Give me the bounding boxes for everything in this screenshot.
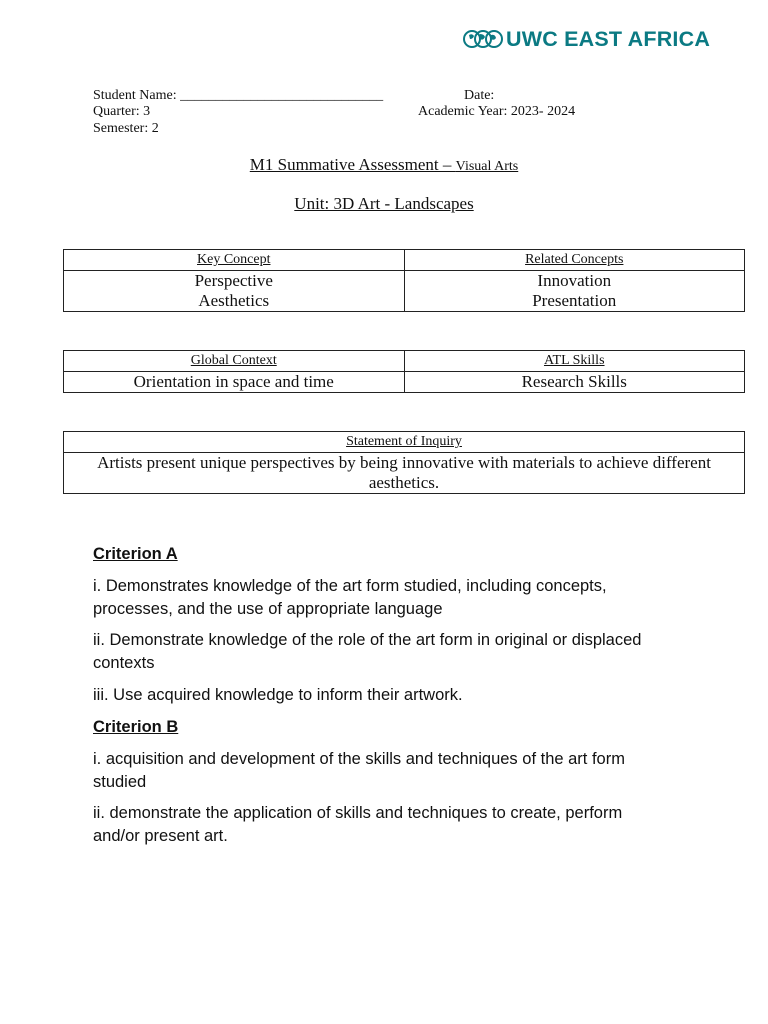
school-logo — [463, 26, 710, 52]
concepts-table — [63, 249, 745, 312]
criterion-a-item-2: ii. Demonstrate knowledge of the role of the art form in original or displaced contexts — [93, 631, 642, 672]
statement-of-inquiry-value: Artists present unique perspectives by being innovative with materials to achieve different aesthetics. — [64, 453, 745, 494]
date-field: Date: — [464, 88, 495, 103]
criterion-a-heading: Criterion A — [93, 545, 178, 563]
key-concept-2: Aesthetics — [198, 291, 270, 310]
student-name-field: Student Name: _____________________________ — [93, 88, 384, 103]
criterion-b-item-2: ii. demonstrate the application of skills and techniques to create, perform and/or present art. — [93, 804, 623, 845]
related-concepts-header: Related Concepts — [404, 250, 745, 271]
criterion-b-item-1: i. acquisition and development of the skills and techniques of the art form studied — [93, 750, 625, 791]
unit-title: Unit: 3D Art - Landscapes — [294, 194, 474, 213]
key-concept-header: Key Concept — [64, 250, 405, 271]
criterion-a-item-3: iii. Use acquired knowledge to inform their artwork. — [93, 686, 463, 704]
academic-year-field: Academic Year: 2023- 2024 — [418, 104, 576, 119]
semester-field: Semester: 2 — [93, 121, 159, 136]
key-concepts-cell — [64, 271, 405, 312]
criterion-b-heading: Criterion B — [93, 718, 179, 736]
related-concepts-cell — [404, 271, 745, 312]
logo-text: UWC EAST AFRICA — [506, 26, 711, 51]
global-context-header: Global Context — [64, 351, 405, 372]
context-table — [63, 350, 745, 393]
global-context-value: Orientation in space and time — [64, 372, 405, 393]
criterion-a-item-1: i. Demonstrates knowledge of the art form studied, including concepts, processes, and the use of appropriate language — [93, 577, 607, 618]
assessment-title — [0, 155, 768, 175]
related-concept-2: Presentation — [532, 291, 617, 310]
related-concept-1: Innovation — [537, 271, 612, 290]
statement-of-inquiry-header: Statement of Inquiry — [64, 432, 745, 453]
inquiry-table — [63, 431, 745, 494]
globe-rings-icon — [463, 26, 503, 52]
quarter-field: Quarter: 3 — [93, 104, 151, 119]
key-concept-1: Perspective — [194, 271, 273, 290]
atl-skills-value: Research Skills — [404, 372, 745, 393]
assessment-title-main: M1 Summative Assessment – — [249, 155, 456, 174]
atl-skills-header: ATL Skills — [404, 351, 745, 372]
assessment-subject: Visual Arts — [455, 159, 519, 174]
